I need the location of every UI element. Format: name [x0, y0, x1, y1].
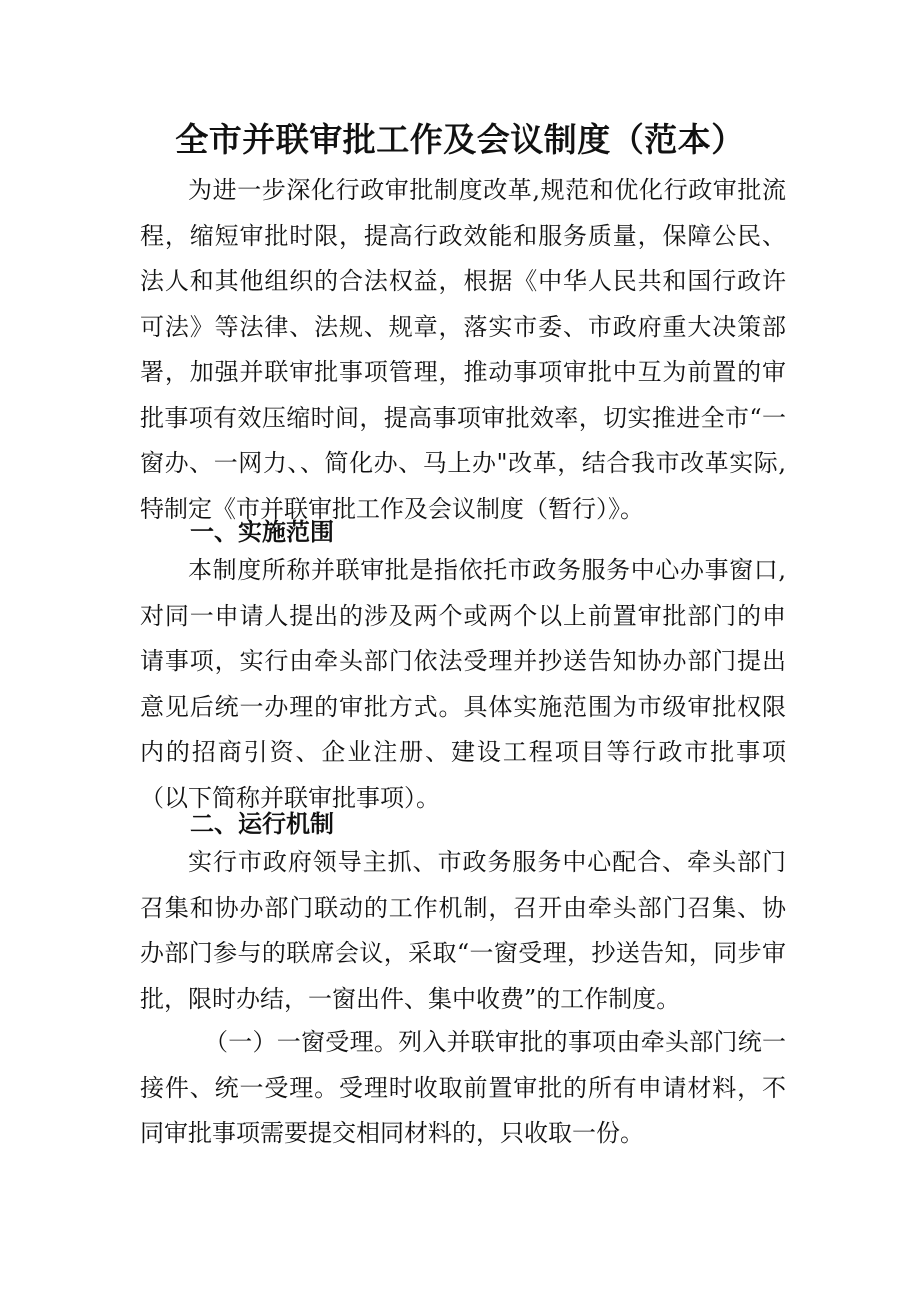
section-heading-scope: 一、实施范围 — [190, 518, 334, 546]
section-heading-mechanism: 二、运行机制 — [190, 810, 334, 838]
single-window-paragraph: （一）一窗受理。列入并联审批的事项由牵头部门统一接件、统一受理。受理时收取前置审批的所有申请材料，不同审批事项需要提交相同材料的，只收取一份。 — [140, 1028, 786, 1147]
document-title: 全市并联审批工作及会议制度（范本） — [175, 120, 745, 159]
intro-paragraph: 为进一步深化行政审批制度改革,规范和优化行政审批流程，缩短审批时限，提高行政效能和服务质量，保障公民、法人和其他组织的合法权益，根据《中华人民共和国行政许可法》等法律、法规、规章，落实市委、市政府重大决策部署，加强并联审批事项管理，推动事项审批中互为前置的审批事项有效压缩时间，提高事项审批效率，切实推进全市“一窗办、一网力、、简化办、马上办"改革，结合我市改革实际,特制定《市并联审批工作及会议制度（暂行）》。 — [140, 176, 786, 523]
mechanism-paragraph: 实行市政府领导主抓、市政务服务中心配合、牵头部门召集和协办部门联动的工作机制，召开由牵头部门召集、协办部门参与的联席会议，采取“一窗受理，抄送告知，同步审批，限时办结，一窗出件、集中收费”的工作制度。 — [140, 848, 786, 1013]
scope-paragraph: 本制度所称并联审批是指依托市政务服务中心办事窗口,对同一申请人提出的涉及两个或两个以上前置审批部门的申请事项，实行由牵头部门依法受理并抄送告知协办部门提出意见后统一办理的审批方式。具体实施范围为市级审批权限内的招商引资、企业注册、建设工程项目等行政市批事项（以下简称并联审批事项）。 — [140, 556, 786, 812]
